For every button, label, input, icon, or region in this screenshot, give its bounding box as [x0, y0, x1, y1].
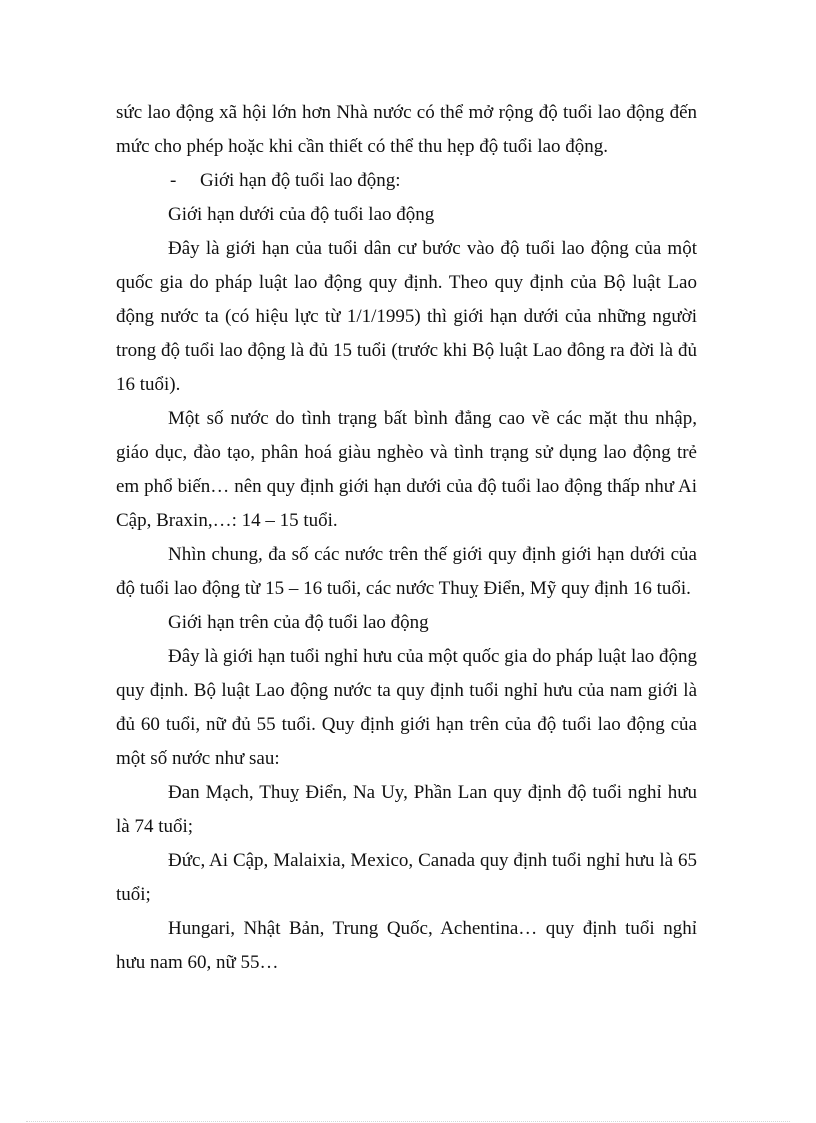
- bullet-text: Giới hạn độ tuổi lao động:: [200, 170, 401, 191]
- paragraph-upper-limit-nordic: Đan Mạch, Thuỵ Điển, Na Uy, Phần Lan quy định độ tuổi nghỉ hưu là 74 tuổi;: [116, 782, 697, 837]
- paragraph-upper-limit-60-55: Hungari, Nhật Bản, Trung Quốc, Achentina… quy định tuổi nghỉ hưu nam 60, nữ 55…: [116, 918, 697, 973]
- subheading-lower-limit: Giới hạn dưới của độ tuổi lao động: [168, 204, 435, 225]
- paragraph-upper-limit-definition: Đây là giới hạn tuổi nghỉ hưu của một quốc gia do pháp luật lao động quy định. Bộ luật Lao động nước ta quy định tuổi nghỉ hưu của nam giới là đủ 60 tuổi, nữ đủ 55 tuổi. Quy định giới hạn trên của độ tuổi lao động của một số nước như sau:: [116, 646, 697, 769]
- paragraph-lower-limit-summary: Nhìn chung, đa số các nước trên thế giới quy định giới hạn dưới của độ tuổi lao động từ 15 – 16 tuổi, các nước Thuỵ Điển, Mỹ quy định 16 tuổi.: [116, 544, 697, 599]
- bullet-item-age-limit: [116, 164, 697, 198]
- page-bottom-divider: [26, 1121, 790, 1122]
- paragraph-lower-limit-countries: Một số nước do tình trạng bất bình đẳng cao về các mặt thu nhập, giáo dục, đào tạo, phân hoá giàu nghèo và tình trạng sử dụng lao động trẻ em phổ biến… nên quy định giới hạn dưới của độ tuổi lao động thấp như Ai Cập, Braxin,…: 14 – 15 tuổi.: [116, 408, 697, 531]
- paragraph-lower-limit-definition: Đây là giới hạn của tuổi dân cư bước vào độ tuổi lao động của một quốc gia do pháp luật lao động quy định. Theo quy định của Bộ luật Lao động nước ta (có hiệu lực từ 1/1/1995) thì giới hạn dưới của những người trong độ tuổi lao động là đủ 15 tuổi (trước khi Bộ luật Lao đông ra đời là đủ 16 tuổi).: [116, 238, 697, 395]
- document-body: [116, 96, 697, 980]
- subheading-upper-limit: Giới hạn trên của độ tuổi lao động: [168, 612, 429, 633]
- paragraph-upper-limit-65: Đức, Ai Cập, Malaixia, Mexico, Canada quy định tuổi nghỉ hưu là 65 tuổi;: [116, 850, 697, 905]
- bullet-dash: -: [170, 170, 177, 191]
- paragraph-continuation: sức lao động xã hội lớn hơn Nhà nước có thể mở rộng độ tuổi lao động đến mức cho phép hoặc khi cần thiết có thể thu hẹp độ tuổi lao động.: [116, 102, 697, 157]
